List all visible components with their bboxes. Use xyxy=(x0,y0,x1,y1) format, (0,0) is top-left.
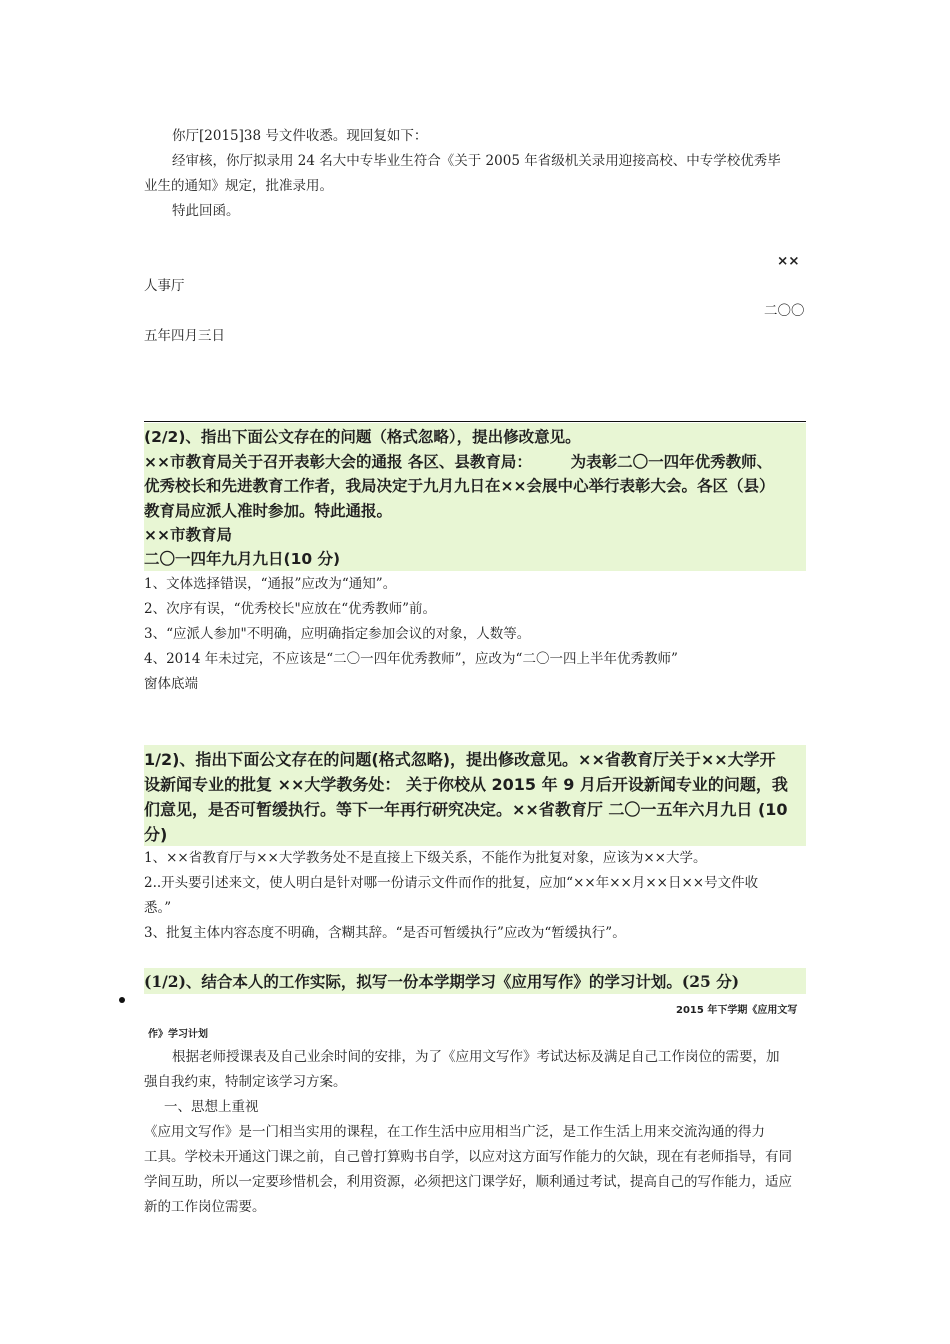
answer-1-item-3: 3、“应派人参加"不明确，应明确指定参加会议的对象，人数等。 xyxy=(144,626,531,642)
letter-line-3: 特此回函。 xyxy=(172,203,240,219)
plan-section-heading: 一、思想上重视 xyxy=(164,1099,259,1115)
letter-line-2b: 业生的通知》规定，批准录用。 xyxy=(144,178,333,194)
answer-1-item-2: 2、次序有误，“优秀校长"应放在“优秀教师”前。 xyxy=(144,601,437,617)
question-2-highlight xyxy=(144,745,806,846)
question-2-line-1: 1/2)、指出下面公文存在的问题(格式忽略)，提出修改意见。××省教育厅关于××大学开 xyxy=(144,750,776,769)
plan-para-2d: 新的工作岗位需要。 xyxy=(144,1199,266,1215)
answer-2-item-2b: 悉。” xyxy=(144,900,172,916)
plan-title-a: 2015 年下学期《应用文写 xyxy=(676,1005,798,1016)
plan-para-2b: 工具。学校未开通这门课之前，自己曾打算购书自学，以应对这方面写作能力的欠缺，现在有老师指导，有同 xyxy=(144,1149,792,1165)
answer-2-item-2a: 2..开头要引述来文，使人明白是针对哪一份请示文件而作的批复，应加“××年××月××日××号文件收 xyxy=(144,875,759,891)
question-1-highlight xyxy=(144,423,806,571)
plan-para-2a: 《应用文写作》是一门相当实用的课程，在工作生活中应用相当广泛，是工作生活上用来交流沟通的得力 xyxy=(144,1124,765,1140)
question-2-line-3: 们意见，是否可暂缓执行。等下一年再行研究决定。××省教育厅 二〇一五年六月九日 (10 xyxy=(144,800,788,819)
plan-title-b: 作》学习计划 xyxy=(148,1029,208,1040)
plan-para-2c: 学间互助，所以一定要珍惜机会，利用资源，必须把这门课学好，顺利通过考试，提高自己的写作能力，适应 xyxy=(144,1174,792,1190)
question-1-line-2: ××市教育局关于召开表彰大会的通报 各区、县教育局： 为表彰二〇一四年优秀教师、 xyxy=(144,453,773,471)
plan-para-1b: 强自我约束，特制定该学习方案。 xyxy=(144,1074,347,1090)
answer-1-item-1: 1、文体选择错误，“通报”应改为“通知”。 xyxy=(144,576,397,592)
letter-date-b: 五年四月三日 xyxy=(144,328,225,344)
form-bottom-label: 窗体底端 xyxy=(144,676,198,692)
plan-para-1a: 根据老师授课表及自己业余时间的安排，为了《应用文写作》考试达标及满足自己工作岗位的需要，加 xyxy=(172,1049,780,1065)
letter-sign-org: 人事厅 xyxy=(144,278,185,294)
section-divider xyxy=(144,421,806,422)
question-1-line-5: ××市教育局 xyxy=(144,526,232,544)
bullet-icon xyxy=(119,997,125,1003)
question-1-line-4: 教育局应派人准时参加。特此通报。 xyxy=(144,502,393,520)
question-2-line-2: 设新闻专业的批复 ××大学教务处： 关于你校从 2015 年 9 月后开设新闻专业的问题，我 xyxy=(144,775,788,794)
answer-2-item-3: 3、批复主体内容态度不明确，含糊其辞。“是否可暂缓执行”应改为“暂缓执行”。 xyxy=(144,925,626,941)
answer-2-item-1: 1、××省教育厅与××大学教务处不是直接上下级关系，不能作为批复对象，应该为××大学。 xyxy=(144,850,707,866)
question-1-line-3: 优秀校长和先进教育工作者，我局决定于九月九日在××会展中心举行表彰大会。各区（县） xyxy=(144,477,775,495)
question-1-line-6: 二〇一四年九月九日(10 分) xyxy=(144,550,341,568)
letter-date-a: 二〇〇 xyxy=(764,303,805,319)
question-1-line-1: (2/2)、指出下面公文存在的问题（格式忽略），提出修改意见。 xyxy=(144,428,581,446)
letter-sign-xx: ×× xyxy=(777,253,800,269)
question-2-line-4: 分) xyxy=(144,825,168,844)
letter-line-2a: 经审核，你厅拟录用 24 名大中专毕业生符合《关于 2005 年省级机关录用迎接高校、中专学校优秀毕 xyxy=(172,153,781,169)
letter-line-1: 你厅[2015]38 号文件收悉。现回复如下： xyxy=(172,128,428,144)
answer-1-item-4: 4、2014 年未过完，不应该是“二〇一四年优秀教师”，应改为“二〇一四上半年优秀教师” xyxy=(144,651,678,667)
question-3-highlight xyxy=(144,968,806,994)
question-3-line-1: (1/2)、结合本人的工作实际，拟写一份本学期学习《应用写作》的学习计划。(25 分) xyxy=(144,972,740,991)
